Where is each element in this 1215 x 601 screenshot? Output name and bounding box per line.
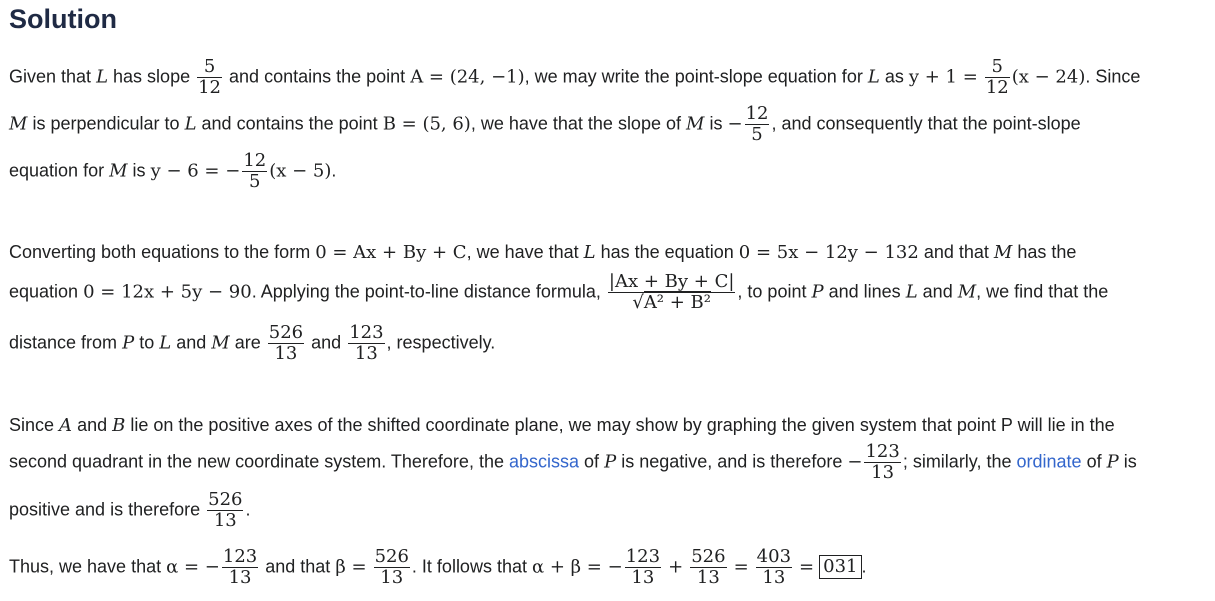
fraction-123-13: $\frac{123}{13}$ <box>865 441 900 483</box>
math-eq-L-lhs: y + 1 = <box>908 66 978 88</box>
text: has the <box>1017 242 1077 262</box>
fraction-526-13: $\frac{526}{13}$ <box>208 489 243 531</box>
text: . It follows that <box>411 556 527 577</box>
text: is <box>132 160 146 181</box>
math-M: M <box>686 113 705 135</box>
math-P: P <box>811 281 824 303</box>
text: of <box>584 451 600 472</box>
math-M: M <box>109 160 128 182</box>
text: Given that <box>9 66 92 87</box>
fraction-526-13: $\frac{526}{13}$ <box>374 546 409 588</box>
section-title: Solution <box>9 4 117 34</box>
fraction-5-12: $\frac{5}{12}$ <box>198 56 222 98</box>
paragraph-1-line-2 <box>9 104 1081 145</box>
math-point-A: A = (24, −1) <box>410 66 525 88</box>
math-beta-eq: β = <box>335 556 367 578</box>
math-B: B <box>112 415 126 436</box>
math-eq-M-rhs: (x − 5) <box>269 160 332 182</box>
fraction-distance-formula: $\frac{|Ax + By + C|}{\text{√A² + B²}}$ <box>608 271 735 313</box>
text: distance from <box>9 332 118 353</box>
text: second quadrant in the new coordinate system. Therefore, the <box>9 451 504 472</box>
text: and <box>922 281 953 302</box>
text: and <box>77 415 108 435</box>
text: , respectively. <box>386 332 496 353</box>
boxed-answer: 031 <box>819 555 861 579</box>
math-L: L <box>159 332 172 354</box>
math-P: P <box>122 332 135 354</box>
text: . <box>861 556 867 577</box>
math-equals: = <box>733 556 749 578</box>
math-equals: = <box>799 556 815 578</box>
fraction-526-13: $\frac{526}{13}$ <box>268 322 304 364</box>
text: , we find that the <box>976 281 1109 302</box>
text: are <box>234 332 261 353</box>
sqrt-symbol: √ <box>632 292 644 313</box>
math-M: M <box>993 242 1013 263</box>
text: equation <box>9 281 79 302</box>
fraction-123-13: $\frac{123}{13}$ <box>349 322 384 364</box>
text: and lines <box>828 281 901 302</box>
fraction-123-13: $\frac{123}{13}$ <box>625 546 661 588</box>
math-point-B: B = (5, 6) <box>382 113 471 135</box>
text: of <box>1086 451 1102 472</box>
math-L: L <box>583 242 596 263</box>
text: ; similarly, the <box>902 451 1012 472</box>
math-M: M <box>211 332 230 354</box>
text: and <box>176 332 207 353</box>
math-L: L <box>184 113 197 135</box>
math-eq-M-lhs: y − 6 = − <box>150 160 241 182</box>
text: , we may write the point-slope equation for <box>524 66 863 87</box>
math-M: M <box>9 113 28 135</box>
paragraph-4-line-1 <box>9 547 867 588</box>
math-plus: + <box>668 556 684 578</box>
text: , and consequently that the point-slope <box>771 113 1081 134</box>
text: is <box>709 113 723 134</box>
paragraph-3-line-3 <box>9 490 251 531</box>
math-eq-L-rhs: (x − 24) <box>1011 66 1086 88</box>
text: . Since <box>1085 66 1141 87</box>
text: to <box>139 332 155 353</box>
math-L-equation: 0 = 5x − 12y − 132 <box>738 242 919 263</box>
paragraph-3-line-2 <box>9 442 1137 483</box>
math-A: A <box>59 415 73 436</box>
abscissa-link[interactable]: abscissa <box>508 451 580 472</box>
paragraph-2-line-1 <box>9 240 1076 265</box>
text: Thus, we have that <box>9 556 162 577</box>
paragraph-2-line-3 <box>9 323 495 364</box>
fraction-5-12: $\frac{5}{12}$ <box>985 56 1009 98</box>
text: and contains the point <box>229 66 406 87</box>
paragraph-1-line-3 <box>9 151 336 192</box>
math-M-equation: 0 = 12x + 5y − 90 <box>83 281 252 303</box>
text: . Applying the point-to-line distance formula, <box>251 281 601 302</box>
sqrt-radicand: A² + B² <box>643 292 711 313</box>
text: is <box>1123 451 1137 472</box>
text: and <box>311 332 342 353</box>
math-M: M <box>957 281 977 303</box>
paragraph-1-line-1 <box>9 57 1140 98</box>
paragraph-3-line-1 <box>9 413 1115 438</box>
math-L: L <box>867 66 880 88</box>
fraction-403-13: $\frac{403}{13}$ <box>756 546 792 588</box>
math-sum-eq: α + β = − <box>532 556 623 578</box>
fraction-12-5: $\frac{12}{5}$ <box>745 103 769 145</box>
math-general-form: 0 = Ax + By + C <box>315 242 467 263</box>
text: , we have that the slope of <box>470 113 681 134</box>
text: Since <box>9 415 55 435</box>
text: Converting both equations to the form <box>9 242 311 262</box>
fraction-12-5: $\frac{12}{5}$ <box>243 150 267 192</box>
ordinate-link[interactable]: ordinate <box>1016 451 1082 472</box>
fraction-123-13: $\frac{123}{13}$ <box>222 546 258 588</box>
text: and that <box>923 242 989 262</box>
text: has slope <box>113 66 191 87</box>
math-L: L <box>905 281 918 303</box>
text: lie on the positive axes of the shifted coordinate plane, we may show by graphing the given system that point P will lie in the <box>130 415 1115 435</box>
text: as <box>884 66 904 87</box>
text: and that <box>265 556 331 577</box>
text: and contains the point <box>201 113 378 134</box>
math-alpha-eq: α = − <box>166 556 220 578</box>
math-minus: − <box>727 113 743 135</box>
text: positive and is therefore <box>9 499 201 520</box>
paragraph-2-line-2 <box>9 272 1108 313</box>
fraction-526-13: $\frac{526}{13}$ <box>691 546 726 588</box>
math-L: L <box>96 66 109 88</box>
text: is perpendicular to <box>32 113 180 134</box>
text: . <box>245 499 251 520</box>
text: . <box>331 160 337 181</box>
math-P: P <box>1106 451 1119 473</box>
math-minus: − <box>847 451 863 473</box>
text: is negative, and is therefore <box>621 451 843 472</box>
math-P: P <box>604 451 617 473</box>
text: , we have that <box>466 242 579 262</box>
text: , to point <box>737 281 807 302</box>
text: has the equation <box>600 242 734 262</box>
text: equation for <box>9 160 105 181</box>
